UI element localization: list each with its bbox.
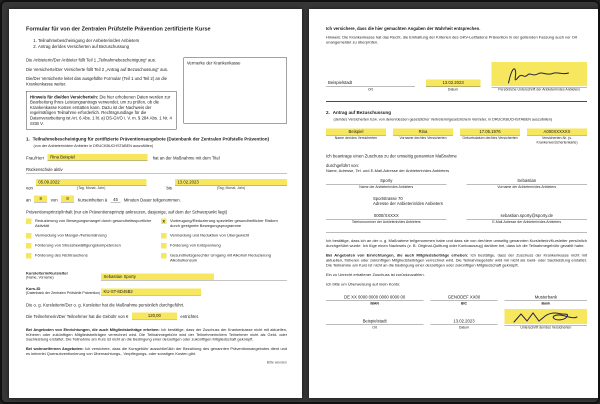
conducted-by-sublabel: Name, Adresse, Tel. und E-Mail-Adresse der Anbieterin/des Anbieters bbox=[326, 168, 450, 173]
iban-label: IBAN bbox=[370, 301, 379, 306]
checkbox-icon[interactable] bbox=[26, 218, 32, 224]
section1-number: 1. bbox=[26, 136, 30, 142]
insured-firstname-field[interactable]: Rina bbox=[393, 129, 453, 136]
prevention-principle-header: Präventionsprinzip/Inhalt (nur ein Präventionsprinzip ankreuzen, dasjenige, auf dem der Schwerpunkt liegt) bbox=[26, 209, 228, 215]
instructor-label: Kursleiterin/Kursleiter bbox=[26, 270, 69, 276]
bic-field[interactable]: GENODEF XX00 bbox=[430, 294, 497, 301]
von-label: von bbox=[26, 185, 33, 191]
principle-option-nutrition[interactable] bbox=[26, 233, 152, 239]
checkbox-icon[interactable] bbox=[161, 243, 167, 249]
insured-birthdate-label: Geburtsdatum der/des Versicherten bbox=[462, 136, 518, 140]
von2-label: von bbox=[50, 197, 58, 203]
provider-place-label: Ort bbox=[367, 87, 373, 92]
principle-option-special-risks[interactable] bbox=[161, 218, 287, 228]
date-format-hint-2: (Tag, Monat, Jahr) bbox=[216, 186, 246, 190]
checkbox-label: Reduzierung von Bewegungsmangel durch gesundheitssportliche Aktivität bbox=[35, 218, 152, 228]
insured-birthdate-field[interactable]: 17.05.1976 bbox=[460, 129, 520, 136]
checkbox-icon[interactable] bbox=[161, 233, 167, 239]
conducted-statement: Die o. g. Kursleiterin/Der o. g. Kursleiter hat die Maßnahme persönlich durchgeführt. bbox=[26, 302, 185, 308]
insurer-notes-label: Vermerke der Krankenkasse bbox=[186, 60, 241, 66]
membership-note2-lead: Bei Angeboten von Einrichtungen, die auch Mitgliedsbeiträge erheben: bbox=[326, 252, 469, 258]
intro-line-3: Die/Der Versicherte leitet das ausgefüllte Formular (Teil 1 und Teil 2) an die Krankenkasse weiter. bbox=[26, 76, 167, 87]
provider-signature-label: Persönliche Unterschrift der Anbieterin/des Anbieters bbox=[491, 87, 587, 92]
an-label: an bbox=[26, 197, 31, 203]
checkbox-label: Vermeidung von Mangel-/Fehlernährung bbox=[35, 232, 107, 238]
checkbox-icon-checked[interactable]: x bbox=[162, 218, 165, 224]
checkbox-label: Vermeidung und Reduktion von Übergewicht bbox=[170, 232, 250, 238]
insured-lastname-label: Name der/des Versicherten bbox=[334, 136, 378, 140]
bic-label: BIC bbox=[460, 301, 467, 306]
membership-note-lead: Bei Angeboten von Einrichtungen, die auch Mitgliedsbeiträge erheben: bbox=[26, 327, 160, 332]
remote-note-text: Ich versichere, dass die Kursgebühr ausschließlich der Bezahlung des genannten Präventionsangebotes dient und es keinerlei Quersubventionierung von Übernachtungs-, Verpflegungs- oder sonstigen Kosten gibt. bbox=[26, 346, 288, 356]
form-part-1: 1. Teilnahmebescheinigung der Anbieterin/des Anbieters bbox=[38, 38, 287, 43]
insured-place-field[interactable]: Beispielstadt bbox=[326, 318, 423, 325]
section2-subnote: (der/des Versicherten bzw. von deren/dessen gesetzlicher Vertreterin/gesetzlichem Vertreter, in DRUCKBUCHSTABEN auszufüllen) bbox=[333, 116, 553, 122]
intro-line-2: Die Versicherte/Der Versicherte füllt Teil 2 „Antrag auf Bezuschussung“ aus. bbox=[26, 66, 169, 72]
form-part-2: 2. Antrag der/des Versicherten auf Bezuschussung bbox=[38, 44, 287, 49]
insured-firstname-label: Vorname der/des Versicherten bbox=[399, 136, 447, 140]
membership-note2-text: Ich bestätige, dass der Zuschuss der Krankenkasse nicht mit aktuellen, früheren oder zukünftigen Mitgliedsbeiträgen verrechnet wird. Die Teilnahmegebühr wird mir nicht als Geld- oder Sachleistung erstattet. Die Teilnahme am Kurs ist nicht an die Bedingung einer derzeitigen oder zukünftigen Mitgliedschaft geknüpft. bbox=[326, 252, 587, 268]
remote-note-lead: Bei wohnortfernen Angeboten: bbox=[26, 346, 84, 352]
minutes-field[interactable]: 45 bbox=[111, 197, 121, 203]
section1-subnote: (von der Anbieterin/dem Anbieter in DRUCKBUCHSTABEN auszufüllen) bbox=[33, 143, 154, 148]
checkbox-icon[interactable] bbox=[161, 253, 167, 259]
principle-option-alcohol[interactable] bbox=[161, 253, 287, 263]
provider-name-field[interactable]: Sporty bbox=[326, 177, 447, 184]
apply-statement: Ich beantrage einen Zuschuss zu der umseitig genannten Maßnahme bbox=[326, 153, 457, 159]
section-divider bbox=[326, 101, 587, 102]
principle-option-nonsmoking[interactable] bbox=[26, 253, 152, 263]
checkbox-label: Förderung von Stressbewältigungskompetenzen bbox=[35, 242, 121, 248]
checkbox-label: Gesundheitsgerechter Umgang mit Alkohol/ Reduzierung Alkoholkonsum bbox=[170, 252, 271, 263]
form-parts-list bbox=[33, 38, 287, 50]
membership-note-text: Ich bestätige, dass der Zuschuss der Krankenkasse nicht mit aktuellen, früheren oder zukünftigen Mitgliedsbeiträgen verrechnet wird. Die Teilnahmegebühr wird der Teilnehmerin/dem Teilnehmer nicht als Geld- oder Sachleistung erstattet. Die Teilnahme am Kurs ist nicht an die Bedingung einer derzeitigen oder zukünftigen Mitgliedschaft geknüpft. bbox=[26, 327, 287, 342]
provider-phone-label: Telefonnummer der Anbieterin/des Anbieters bbox=[351, 220, 421, 224]
course-id-sublabel: (Datenbank der Zentralen Prüfstelle Prävention) bbox=[26, 291, 101, 295]
provider-date-field[interactable]: 13.02.2023 bbox=[426, 79, 481, 87]
bank-name-field[interactable]: Musterbank bbox=[505, 294, 587, 301]
instructor-name-field[interactable]: Sebastian Sporty bbox=[101, 273, 214, 280]
provider-place-field[interactable]: Beispielstadt bbox=[326, 79, 415, 87]
form-page-1 bbox=[9, 9, 302, 398]
fee-amount-field[interactable]: 120,00 bbox=[132, 313, 177, 320]
insured-place-label: Ort bbox=[372, 326, 378, 330]
provider-address-label: Adresse der Anbieterin/des Anbieters bbox=[372, 201, 443, 207]
course-start-date-field[interactable]: 05.09.2022 bbox=[36, 179, 147, 186]
checkbox-label: Förderung von Entspannung bbox=[170, 242, 221, 248]
provider-phone-field[interactable]: 0000/XXXXX bbox=[326, 212, 447, 219]
insured-number-field[interactable]: A000XXXXXX bbox=[527, 129, 587, 136]
iban-field[interactable]: DE XX 0000 0000 0000 0000 00 bbox=[326, 294, 423, 301]
prevention-principles-grid bbox=[26, 218, 287, 263]
hint-lead: Hinweis für die/den Versicherte/n: bbox=[30, 94, 99, 100]
instructor-sublabel: (Name, Vorname) bbox=[26, 275, 54, 280]
date-format-hint: (Tag, Monat, Jahr) bbox=[76, 186, 106, 190]
provider-email-label: E-Mail-Adresse der Anbieterin/des Anbieters bbox=[492, 220, 562, 224]
checkbox-icon[interactable] bbox=[26, 253, 32, 259]
bis-label: bis bbox=[166, 185, 172, 191]
insured-signature-label: Unterschrift der/des Versicherten bbox=[505, 325, 587, 330]
checkbox-label: Vorbeugung/Reduzierung spezieller gesundheitlicher Risiken durch geeignete Bewegungsprogramme bbox=[170, 218, 278, 228]
course-id-field[interactable]: KU-ST-8D45B2 bbox=[101, 289, 201, 296]
insured-date-label: Datum bbox=[458, 326, 470, 330]
provider-signature-icon bbox=[502, 64, 577, 86]
participation-confirmation: Ich bestätige, dass ich an der o. g. Maßnahme teilgenommen habe und dass sie von der/dem umseitig genannten Kursleiterin/Kursleiter persönlich durchgeführt wurde. Ich füge einen Nachweis (z. B. Original-Quittung oder Kontoauszug) darüber bei, dass ich die Teilnahmegebühr gezahlt habe. bbox=[326, 238, 587, 248]
provider-firstname-field[interactable]: Sebastian bbox=[467, 177, 588, 184]
provider-address-field[interactable]: Sportstrasse 70 bbox=[372, 195, 403, 201]
provider-date-label: Datum bbox=[447, 87, 459, 92]
principle-option-overweight[interactable] bbox=[161, 233, 287, 239]
audit-hint: Hinweis: Die Krankenkasse hat das Recht, die Einhaltung der Kriterien des GKV-Leitfadens Prävention in der geltenden Fassung auch vor Ort unangemeldet zu überprüfen. bbox=[326, 34, 578, 45]
checkbox-label: Förderung des Nichtrauchens bbox=[35, 252, 88, 258]
intro-line-1: Die Anbieterin/Der Anbieter füllt Teil 1 „Teilnahmebescheinigung“ aus. bbox=[26, 57, 157, 63]
minutes-text: Minuten Dauer teilgenommen. bbox=[123, 197, 181, 203]
section1-heading: Teilnahmebescheinigung für zertifizierte Präventionsangebote (Datenbank der Zentralen Prüfstelle Prävention) bbox=[32, 136, 269, 142]
course-end-date-field[interactable]: 13.02.2023 bbox=[175, 179, 287, 186]
principle-option-stress[interactable] bbox=[26, 243, 152, 249]
checkbox-icon[interactable] bbox=[26, 233, 32, 239]
units-text: Kurseinheiten à bbox=[77, 197, 108, 203]
after-name-text: hat an der Maßnahme mit dem Titel bbox=[152, 155, 220, 161]
insured-signature-field[interactable] bbox=[505, 309, 587, 324]
form-title: Formular für von der Zentralen Prüfstelle Prävention zertifizierte Kurse bbox=[26, 26, 211, 32]
insured-date-field[interactable]: 13.02.2023 bbox=[430, 318, 497, 325]
provider-firstname-label: Vorname der Anbieterin/des Anbieters bbox=[497, 185, 557, 189]
insured-lastname-field[interactable]: Beispiel bbox=[326, 129, 386, 136]
truth-statement: Ich versichere, dass die hier gemachten Angaben der Wahrheit entsprechen. bbox=[326, 26, 481, 31]
section2-number: 2. bbox=[326, 110, 330, 116]
bank-name-label: Bank bbox=[541, 301, 551, 306]
provider-name-label: Name der Anbieterin/des Anbieters bbox=[359, 185, 414, 189]
units-total-field[interactable]: 8 bbox=[61, 196, 74, 203]
fee-text-post: entrichtet. bbox=[180, 314, 200, 320]
repayment-statement: Ein zu Unrecht erhaltener Zuschuss ist zurückzuzahlen. bbox=[326, 272, 425, 277]
insured-number-label: Versicherten-Nr. (s. Krankenversichertenkarte) bbox=[536, 136, 578, 145]
conducted-by-label: durchgeführt von: bbox=[326, 163, 360, 169]
insured-signature-icon bbox=[511, 310, 581, 324]
principle-option-relaxation[interactable] bbox=[161, 243, 287, 249]
participant-name-field[interactable]: Rina Beispiel bbox=[48, 154, 148, 161]
principle-option-movement-deficit[interactable] bbox=[26, 218, 152, 228]
salutation-label: Frau/Herr bbox=[26, 155, 45, 161]
fee-text-pre: Die Teilnehmerin/Der Teilnehmer hat die Gebühr von € bbox=[26, 314, 129, 320]
form-page-2 bbox=[309, 9, 600, 398]
section2-heading: Antrag auf Bezuschussung bbox=[332, 110, 392, 116]
turn-page-note: Bitte wenden bbox=[266, 360, 287, 365]
content-divider bbox=[326, 232, 587, 233]
checkbox-icon[interactable] bbox=[26, 243, 32, 249]
course-id-label: Kurs-ID bbox=[26, 286, 41, 291]
zoom-wrapper bbox=[2, 2, 600, 404]
bank-transfer-request: Ich bitte um Überweisung auf mein Konto: bbox=[326, 281, 401, 287]
provider-email-field[interactable]: sebastian.sporty@sporty.de bbox=[467, 212, 588, 219]
provider-signature-field[interactable] bbox=[491, 62, 587, 86]
hint-text: Die hier erhobenen Daten werden zur Bearbeitung Ihres Leistungsantrags verwendet, um zu prüfen, ob die Krankenkasse Kosten erstatten kann. Dazu ist der Nachweis der regelmäßigen Teilnahme erforderlich. Rechtsgrundlage für die Datenverarbeitung ist Art. 6 Abs. 1 lit. a) DS-GVO i. V. m. § 284 Abs. 1 Nr. 4 SGB V. bbox=[30, 94, 172, 126]
insurer-notes-box bbox=[183, 58, 287, 124]
course-title-field[interactable]: Rückenschule aktiv bbox=[26, 166, 287, 174]
units-attended-field[interactable]: 8 bbox=[34, 196, 47, 203]
data-privacy-hint-box bbox=[26, 91, 176, 130]
